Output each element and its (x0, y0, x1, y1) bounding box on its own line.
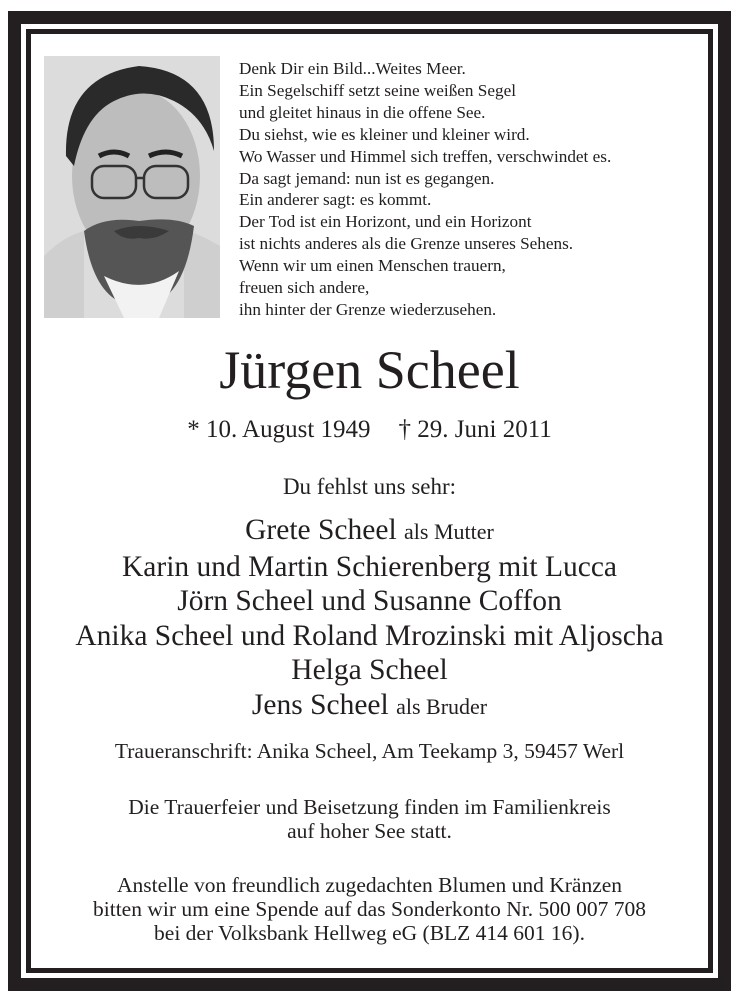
ceremony-line: Die Trauerfeier und Beisetzung finden im Familienkreis (128, 795, 611, 819)
mourner-name: Helga Scheel (291, 654, 448, 687)
portrait-icon (44, 56, 220, 318)
poem-line: Ein Segelschiff setzt seine weißen Segel (239, 80, 516, 100)
mourner-name: Karin und Martin Schierenberg mit Lucca (121, 550, 618, 583)
poem-line: Denk Dir ein Bild...Weites Meer. (239, 59, 466, 78)
poem-line: und gleitet hinaus in die offene See. (239, 102, 486, 122)
poem (239, 58, 611, 321)
poem-line: Wo Wasser und Himmel sich treffen, verschwindet es. (239, 146, 612, 166)
portrait-photo (44, 56, 220, 318)
missed-line: Du fehlst uns sehr: (282, 474, 457, 499)
mourner-entry (31, 550, 708, 585)
ceremony-notice (31, 795, 708, 843)
mourner-name: Anika Scheel und Roland Mrozinski mit Aljoscha (75, 619, 664, 652)
poem-line: ist nichts anderes als die Grenze unseres Sehens. (239, 234, 574, 254)
poem-line: Ein anderer sagt: es kommt. (239, 190, 432, 210)
poem-line: Wenn wir um einen Menschen trauern, (239, 256, 506, 276)
death-date: † 29. Juni 2011 (398, 416, 552, 443)
donation-line: bitten wir um eine Spende auf das Sonderkonto Nr. 500 007 708 (93, 897, 646, 921)
donation-notice (31, 873, 708, 945)
life-dates (31, 414, 708, 446)
poem-line: Der Tod ist ein Horizont, und ein Horizont (239, 212, 532, 232)
mourner-entry (31, 584, 708, 619)
mourner-relation: als Mutter (404, 519, 494, 544)
mourner-entry (31, 619, 708, 654)
mourner-name: Jörn Scheel und Susanne Coffon (177, 585, 562, 618)
mourner-entry (31, 513, 708, 550)
mourning-address: Traueranschrift: Anika Scheel, Am Teekamp 3, 59457 Werl (114, 739, 625, 763)
poem-line: Da sagt jemand: nun ist es gegangen. (239, 168, 495, 188)
mourner-name: Grete Scheel (245, 514, 397, 546)
donation-line: Anstelle von freundlich zugedachten Blumen und Kränzen (116, 873, 623, 897)
poem-line: Du siehst, wie es kleiner und kleiner wird. (239, 124, 530, 144)
birth-date: * 10. August 1949 (187, 416, 371, 443)
mourner-entry (31, 688, 708, 725)
donation-line: bei der Volksbank Hellweg eG (BLZ 414 601 16). (154, 921, 585, 945)
mourner-name: Jens Scheel (251, 688, 389, 721)
mourner-entry (31, 653, 708, 688)
mourner-relation: als Bruder (396, 693, 488, 719)
poem-line: ihn hinter der Grenze wiederzusehen. (239, 299, 497, 319)
poem-line: freuen sich andere, (239, 278, 370, 298)
ceremony-line: auf hoher See statt. (287, 819, 452, 843)
deceased-name: Jürgen Scheel (219, 340, 520, 400)
mourners-list (31, 513, 708, 725)
